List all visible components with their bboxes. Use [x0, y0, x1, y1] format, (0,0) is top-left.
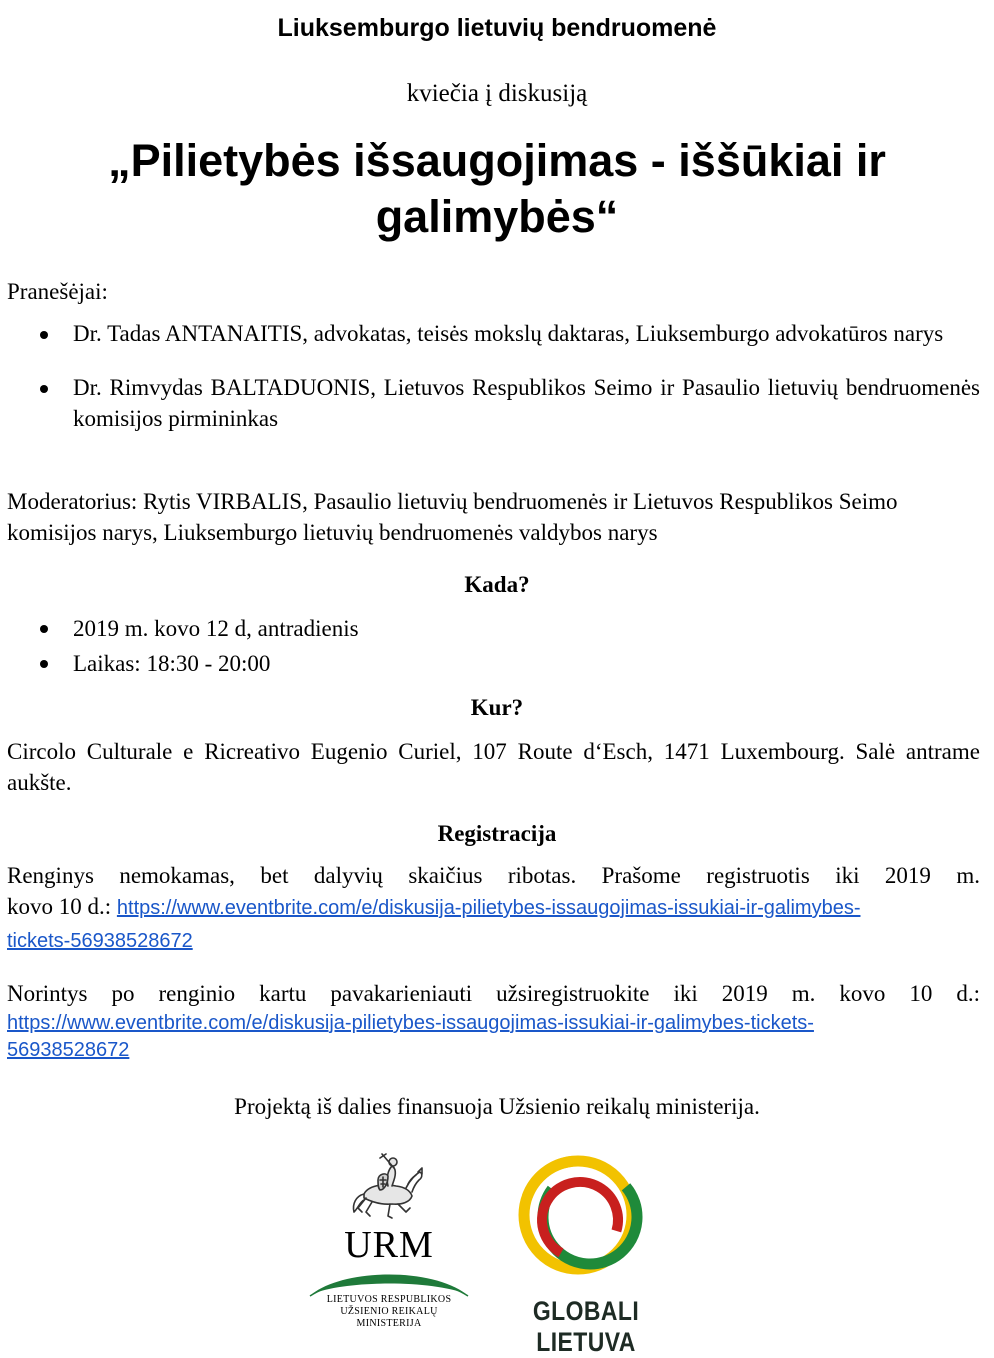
vytis-coat-of-arms-icon: [306, 1150, 472, 1225]
speakers-list: [0, 318, 980, 434]
bullet-icon: [40, 625, 48, 633]
when-list: [0, 611, 980, 681]
list-item: [0, 372, 980, 434]
invite-line: kviečia į diskusiją: [406, 80, 588, 107]
dinner-line-3: [7, 1036, 980, 1063]
urm-caption-line-3: MINISTERIJA: [356, 1318, 422, 1329]
list-item: [0, 611, 980, 646]
bullet-icon: [40, 385, 48, 393]
event-title: „Pilietybės išsaugojimas - iššūkiai ir galimybės“: [108, 135, 886, 242]
urm-abbrev: URM: [344, 1224, 434, 1266]
list-item: [0, 318, 980, 349]
urm-logo: [306, 1150, 472, 1338]
urm-caption-line-1: LIETUVOS RESPUBLIKOS: [326, 1294, 452, 1305]
registration-text-1: Renginys nemokamas, bet dalyvių skaičius ribotas. Prašome registruotis iki 2019 m.: [7, 863, 980, 888]
moderator-text: Moderatorius: Rytis VIRBALIS, Pasaulio lietuvių bendruomenės ir Lietuvos Respublikos Seimo komisijos narys, Liuksemburgo lietuvių bendruomenės valdybos narys: [7, 489, 898, 545]
dinner-link[interactable]: https://www.eventbrite.com/e/diskusija-pilietybes-issaugojimas-issukiai-ir-galimybes-tickets-: [7, 1012, 814, 1034]
funding-note: Projektą iš dalies finansuoja Užsienio reikalų ministerija.: [234, 1094, 760, 1119]
bullet-icon: [40, 660, 48, 668]
registration-block-1: [7, 860, 980, 957]
registration-block-2: [7, 978, 980, 1063]
bullet-icon: [40, 331, 48, 339]
speaker-2: Dr. Rimvydas BALTADUONIS, Lietuvos Respublikos Seimo ir Pasaulio lietuvių bendruomenės komisijos pirmininkas: [73, 375, 980, 431]
when-heading: Kada?: [464, 572, 530, 597]
registration-line-2: [7, 891, 980, 924]
urm-caption-line-2: UŽSIENIO REIKALŲ: [340, 1306, 438, 1317]
dinner-link-cont[interactable]: 56938528672: [7, 1039, 130, 1061]
list-item: [0, 646, 980, 681]
registration-heading: Registracija: [437, 821, 557, 846]
urm-caption: [306, 1294, 472, 1330]
speakers-label: Pranešėjai:: [7, 279, 108, 304]
speaker-1: Dr. Tadas ANTANAITIS, advokatas, teisės mokslų daktaras, Liuksemburgo advokatūros narys: [73, 321, 944, 346]
registration-link-1[interactable]: https://www.eventbrite.com/e/diskusija-pilietybes-issaugojimas-issukiai-ir-galimybes-: [116, 897, 861, 919]
where-heading: Kur?: [470, 695, 524, 720]
organization-name: Liuksemburgo lietuvių bendruomenė: [277, 14, 717, 42]
dinner-line-2: [7, 1009, 980, 1036]
event-time: Laikas: 18:30 - 20:00: [73, 651, 271, 676]
dinner-text: Norintys po renginio kartu pavakarieniauti užsiregistruokite iki 2019 m. kovo 10 d.:: [7, 981, 980, 1006]
registration-line-3: [7, 924, 980, 957]
registration-deadline: kovo 10 d.:: [7, 894, 112, 919]
tricolor-rings-icon: [486, 1150, 686, 1290]
event-date: 2019 m. kovo 12 d, antradienis: [73, 616, 359, 641]
registration-link-1-cont[interactable]: tickets-56938528672: [7, 930, 193, 952]
globali-lietuva-text: GLOBALI LIETUVA: [532, 1296, 640, 1357]
globali-lietuva-logo: [486, 1150, 686, 1357]
venue-text: Circolo Culturale e Ricreativo Eugenio Curiel, 107 Route d‘Esch, 1471 Luxembourg. Salė antrame aukšte.: [7, 739, 980, 795]
